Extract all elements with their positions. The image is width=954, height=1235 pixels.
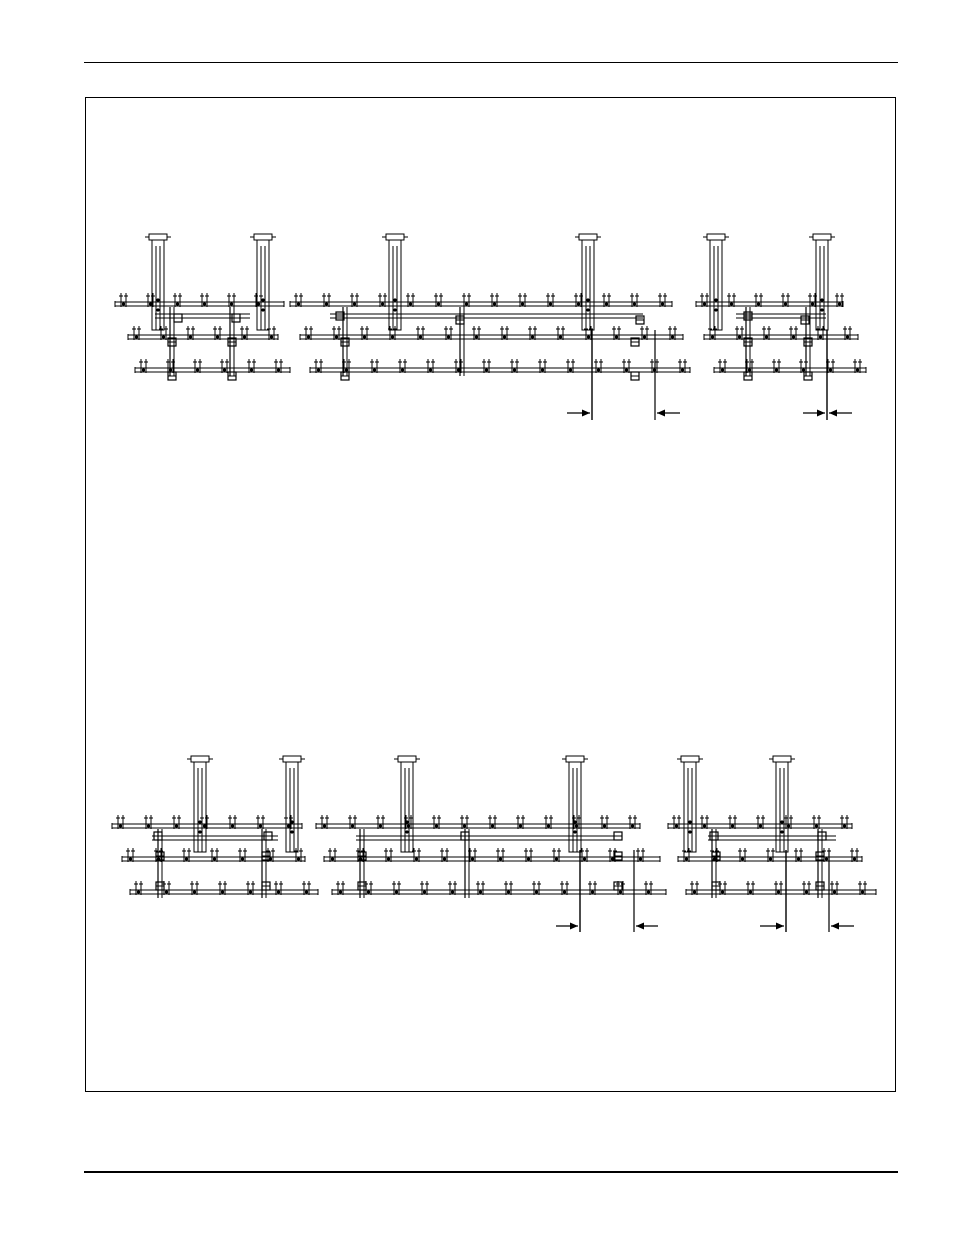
frame-rails — [155, 314, 250, 318]
gauge-block — [710, 832, 718, 840]
tine-row — [320, 815, 637, 829]
dimension-arrow-left — [829, 410, 852, 417]
gauge-block — [232, 314, 240, 322]
tine-row — [304, 326, 677, 340]
tine-row — [139, 359, 283, 373]
gauge-block — [801, 316, 809, 324]
dimension-arrow-left — [636, 923, 658, 930]
toolbar-beam — [128, 334, 278, 340]
drawbar-link — [460, 307, 464, 376]
tine-row — [672, 815, 849, 829]
mast-column — [187, 756, 213, 852]
tine-row — [132, 326, 276, 340]
frame-rails — [356, 836, 620, 840]
mast-column — [279, 756, 305, 852]
tine-row — [119, 293, 263, 307]
gauge-block — [744, 372, 752, 380]
drawbar-link — [712, 829, 716, 898]
frame-rails — [152, 836, 278, 840]
upper-implement-diagram — [115, 234, 866, 420]
mast-column — [394, 756, 420, 852]
toolbar-beam — [316, 823, 640, 829]
toolbar-beam — [135, 367, 290, 373]
tine-row — [336, 881, 653, 895]
dimension-arrow-right — [556, 923, 578, 930]
tine-row — [718, 359, 862, 373]
gauge-block — [744, 312, 752, 320]
gauge-block — [156, 882, 164, 890]
footer-rule — [84, 1171, 898, 1173]
center-section — [316, 756, 666, 898]
mast-column — [562, 756, 588, 852]
gauge-block — [228, 372, 236, 380]
tine-row — [328, 848, 645, 862]
mast-column — [769, 756, 795, 852]
gauge-block — [636, 316, 644, 324]
right-wing — [696, 234, 866, 380]
tine-row — [116, 815, 293, 829]
gauge-block — [264, 832, 272, 840]
gauge-block — [358, 882, 366, 890]
tine-row — [126, 848, 303, 862]
tine-row — [314, 359, 687, 373]
gauge-block — [804, 372, 812, 380]
gauge-block — [614, 832, 622, 840]
toolbar-beam — [704, 334, 858, 340]
dimension-arrow-right — [803, 410, 825, 417]
gauge-block — [816, 882, 824, 890]
left-wing — [112, 756, 318, 898]
mast-column — [809, 234, 835, 330]
dimension-arrow-left — [831, 923, 854, 930]
drawbar-link — [158, 829, 162, 898]
gauge-block — [631, 372, 639, 380]
mast-column — [575, 234, 601, 330]
frame-rails — [708, 836, 836, 840]
dimension-marks — [567, 330, 852, 420]
tine-row — [690, 881, 867, 895]
lower-implement-diagram — [112, 756, 876, 932]
toolbar-beam — [300, 334, 683, 340]
drawbar-link — [818, 829, 822, 898]
tine-row — [682, 848, 859, 862]
toolbar-beam — [714, 367, 866, 373]
toolbar-beam — [290, 301, 672, 307]
gauge-block — [168, 372, 176, 380]
tine-row — [708, 326, 852, 340]
mast-column — [145, 234, 171, 330]
mast-column — [250, 234, 276, 330]
dimension-arrow-right — [760, 923, 784, 930]
tine-row — [134, 881, 311, 895]
gauge-block — [341, 372, 349, 380]
right-wing — [668, 756, 876, 898]
mast-column — [703, 234, 729, 330]
dimension-arrow-right — [567, 410, 590, 417]
left-wing — [115, 234, 290, 380]
mast-column — [677, 756, 703, 852]
gauge-block — [174, 314, 182, 322]
dimension-arrow-left — [657, 410, 680, 417]
mast-column — [382, 234, 408, 330]
drawbar-link — [465, 829, 469, 898]
drawbar-link — [360, 829, 364, 898]
frame-rails — [330, 314, 643, 318]
gauge-block — [816, 852, 824, 860]
tine-row — [294, 293, 667, 307]
center-section — [290, 234, 690, 380]
